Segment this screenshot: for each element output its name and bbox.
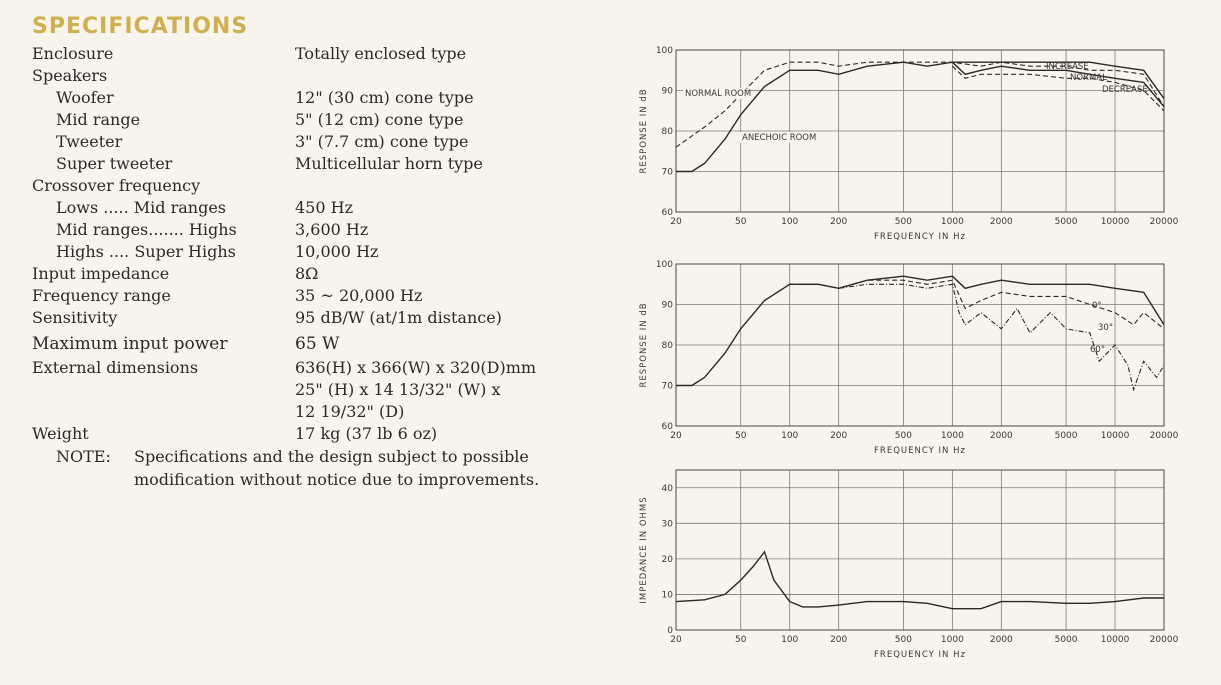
spec-note xyxy=(56,445,612,491)
x-tick-label: 500 xyxy=(894,217,912,227)
x-tick-label: 20 xyxy=(670,217,682,227)
spec-row-dimensions-inch-2: 12 19/32" (D) xyxy=(295,402,405,421)
x-tick-label: 20000 xyxy=(1149,635,1179,645)
spec-row-external-dimensions: External dimensions 636(H) x 366(W) x 320(D)mm xyxy=(32,358,537,377)
chart-annotation: 0° xyxy=(1092,301,1102,311)
x-tick-label: 2000 xyxy=(989,217,1013,227)
y-tick-label: 80 xyxy=(661,341,673,351)
chart-annotation: DECREASE xyxy=(1102,85,1148,95)
chart-annotation: ANECHOIC ROOM xyxy=(742,133,817,143)
spec-row-high-superhigh: Highs .... Super Highs 10,000 Hz xyxy=(56,242,379,261)
spec-row-frequency-range: Frequency range 35 ~ 20,000 Hz xyxy=(32,286,423,305)
y-tick-label: 0 xyxy=(667,626,673,636)
frequency-response-room-chart xyxy=(630,40,1190,240)
y-axis-label: RESPONSE IN dB xyxy=(639,88,649,174)
y-tick-label: 10 xyxy=(661,590,673,601)
x-tick-label: 5000 xyxy=(1054,217,1078,227)
spec-row-super-tweeter: Super tweeter Multicellular horn type xyxy=(56,154,483,173)
x-tick-label: 1000 xyxy=(940,635,964,645)
note-label: NOTE: xyxy=(56,447,111,466)
x-tick-label: 10000 xyxy=(1100,431,1130,441)
x-tick-label: 10000 xyxy=(1100,635,1130,645)
spec-row-sensitivity: Sensitivity 95 dB/W (at/1m distance) xyxy=(32,308,502,327)
y-tick-label: 70 xyxy=(661,381,673,392)
x-axis-label: FREQUENCY IN Hz xyxy=(874,446,966,456)
x-tick-label: 100 xyxy=(781,431,799,441)
series-line-0 xyxy=(676,552,1164,609)
series-line-0 xyxy=(676,276,1164,385)
x-tick-label: 100 xyxy=(781,635,799,645)
x-tick-label: 50 xyxy=(735,635,747,645)
x-axis-label: FREQUENCY IN Hz xyxy=(874,232,966,242)
spec-row-woofer: Woofer 12" (30 cm) cone type xyxy=(56,88,474,107)
x-tick-label: 1000 xyxy=(940,431,964,441)
y-tick-label: 90 xyxy=(661,86,673,97)
chart-annotation: 60° xyxy=(1090,345,1106,355)
x-tick-label: 20 xyxy=(670,635,682,645)
y-axis-label: RESPONSE IN dB xyxy=(639,302,649,388)
y-tick-label: 70 xyxy=(661,167,673,178)
x-tick-label: 5000 xyxy=(1054,431,1078,441)
specifications-panel xyxy=(32,14,612,491)
x-tick-label: 20000 xyxy=(1149,431,1179,441)
y-tick-label: 100 xyxy=(655,46,673,56)
spec-row-tweeter: Tweeter 3" (7.7 cm) cone type xyxy=(56,132,469,151)
spec-row-mid-high: Mid ranges....... Highs 3,600 Hz xyxy=(56,220,369,239)
y-tick-label: 20 xyxy=(661,554,673,565)
y-tick-label: 90 xyxy=(661,300,673,311)
impedance-chart xyxy=(630,464,1190,669)
x-tick-label: 500 xyxy=(894,635,912,645)
spec-row-crossover: Crossover frequency xyxy=(32,176,201,195)
x-tick-label: 20 xyxy=(670,431,682,441)
spec-row-speakers: Speakers xyxy=(32,66,108,85)
x-tick-label: 500 xyxy=(894,431,912,441)
x-tick-label: 200 xyxy=(830,217,848,227)
chart-annotation: 30° xyxy=(1098,323,1114,333)
chart-annotation: NORMAL ROOM xyxy=(685,89,752,99)
plot-frame xyxy=(676,470,1164,630)
x-tick-label: 1000 xyxy=(940,217,964,227)
x-tick-label: 20000 xyxy=(1149,217,1179,227)
y-tick-label: 100 xyxy=(655,260,673,270)
x-tick-label: 100 xyxy=(781,217,799,227)
y-axis-label: IMPEDANCE IN OHMS xyxy=(639,496,649,604)
spec-row-mid-range: Mid range 5" (12 cm) cone type xyxy=(56,110,464,129)
series-line-2 xyxy=(790,284,1164,389)
x-tick-label: 200 xyxy=(830,431,848,441)
x-tick-label: 50 xyxy=(735,431,747,441)
specifications-title: SPECIFICATIONS xyxy=(32,14,249,39)
y-tick-label: 40 xyxy=(661,483,673,494)
x-tick-label: 10000 xyxy=(1100,217,1130,227)
frequency-response-angle-chart xyxy=(630,256,1190,456)
y-tick-label: 60 xyxy=(661,208,673,218)
y-tick-label: 80 xyxy=(661,127,673,137)
note-line-1: Specifications and the design subject to possible xyxy=(134,447,529,466)
y-tick-label: 60 xyxy=(661,422,673,432)
spec-row-weight: Weight 17 kg (37 lb 6 oz) xyxy=(32,424,438,443)
spec-row-input-impedance: Input impedance 8Ω xyxy=(32,264,319,283)
x-tick-label: 200 xyxy=(830,635,848,645)
x-tick-label: 5000 xyxy=(1054,635,1078,645)
x-tick-label: 50 xyxy=(735,217,747,227)
note-line-2: modification without notice due to improvements. xyxy=(134,470,540,489)
spec-row-enclosure: Enclosure Totally enclosed type xyxy=(32,44,467,63)
spec-row-max-input-power: Maximum input power 65 W xyxy=(32,334,340,354)
x-tick-label: 2000 xyxy=(989,635,1013,645)
x-axis-label: FREQUENCY IN Hz xyxy=(874,650,966,660)
spec-row-low-mid: Lows ..... Mid ranges 450 Hz xyxy=(56,198,354,217)
spec-row-dimensions-inch-1: 25" (H) x 14 13/32" (W) x xyxy=(295,380,501,399)
chart-annotation: NORMAL xyxy=(1070,73,1107,83)
chart-annotation: INCREASE xyxy=(1046,62,1089,72)
y-tick-label: 30 xyxy=(661,519,673,530)
x-tick-label: 2000 xyxy=(989,431,1013,441)
